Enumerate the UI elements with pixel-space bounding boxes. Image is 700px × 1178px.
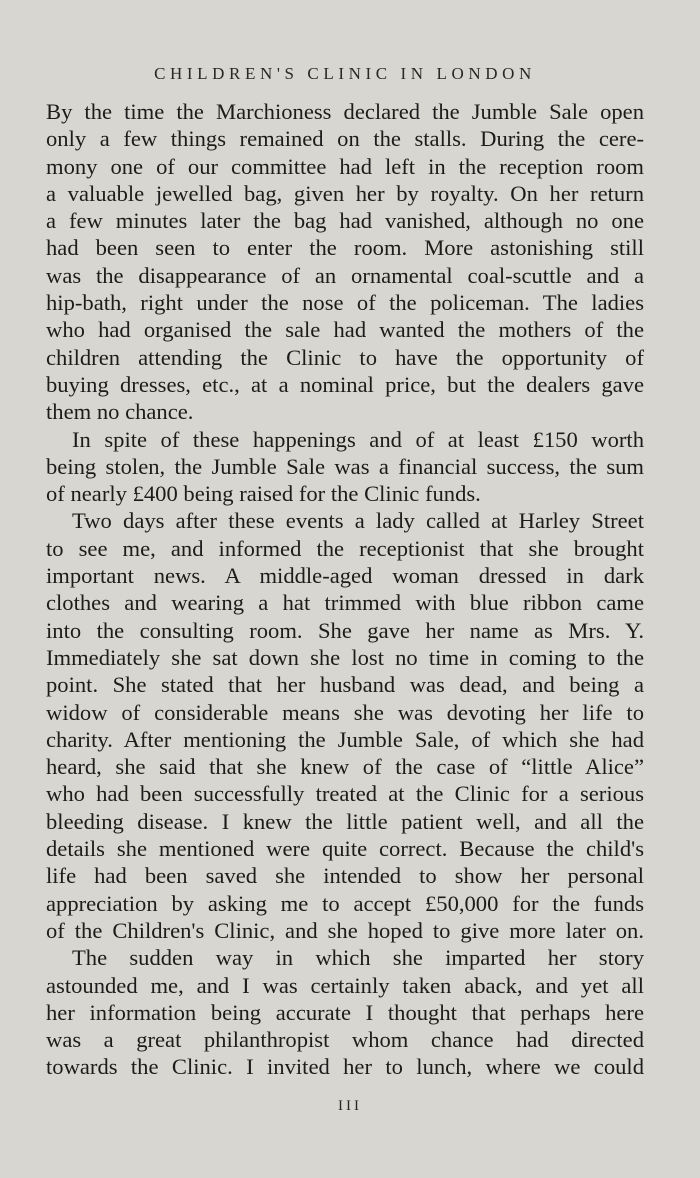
text-line: who had been successfully treated at the Clinic for a serious [46, 781, 644, 807]
text-line: only a few things remained on the stalls. During the cere- [46, 126, 644, 152]
text-line: Immediately she sat down she lost no time in coming to the [46, 644, 644, 670]
text-line: Two days after these events a lady called at Harley Street [72, 508, 644, 534]
text-line: of the Children's Clinic, and she hoped to give more later on. [46, 917, 644, 943]
text-line: was a great philanthropist whom chance had directed [46, 1027, 644, 1053]
text-line: astounded me, and I was certainly taken aback, and yet all [46, 972, 644, 998]
text-line: hip-bath, right under the nose of the policeman. The ladies [46, 290, 644, 316]
text-line: children attending the Clinic to have the opportunity of [46, 344, 644, 370]
text-line: mony one of our committee had left in the reception room [46, 153, 644, 179]
text-line: clothes and wearing a hat trimmed with blue ribbon came [46, 590, 644, 616]
text-line: widow of considerable means she was devoting her life to [46, 699, 644, 725]
text-line: to see me, and informed the receptionist that she brought [46, 535, 644, 561]
text-line: important news. A middle-aged woman dressed in dark [46, 563, 644, 589]
text-line: of nearly £400 being raised for the Clinic funds. [46, 481, 481, 507]
text-line: By the time the Marchioness declared the Jumble Sale open [46, 99, 644, 124]
text-line: charity. After mentioning the Jumble Sale, of which she had [46, 726, 644, 752]
text-line: In spite of these happenings and of at least £150 worth [72, 426, 644, 452]
text-line: buying dresses, etc., at a nominal price, but the dealers gave [46, 371, 644, 397]
text-line: had been seen to enter the room. More astonishing still [46, 235, 644, 261]
text-line: being stolen, the Jumble Sale was a financial success, the sum [46, 453, 644, 479]
page-number: III [338, 1098, 362, 1114]
text-line: was the disappearance of an ornamental coal-scuttle and a [46, 262, 644, 288]
text-line: heard, she said that she knew of the case of “little Alice” [46, 754, 644, 780]
text-line: a valuable jewelled bag, given her by royalty. On her return [46, 180, 644, 206]
body-text [46, 98, 644, 1081]
text-line: a few minutes later the bag had vanished, although no one [46, 208, 644, 234]
text-line: details she mentioned were quite correct. Because the child's [46, 836, 644, 862]
text-line: The sudden way in which she imparted her story [72, 945, 644, 971]
running-head: CHILDREN'S CLINIC IN LONDON [154, 64, 536, 83]
text-line: appreciation by asking me to accept £50,000 for the funds [46, 890, 644, 916]
text-line: life had been saved she intended to show her personal [46, 863, 644, 889]
text-line: who had organised the sale had wanted the mothers of the [46, 317, 644, 343]
text-line: bleeding disease. I knew the little patient well, and all the [46, 808, 644, 834]
text-line: towards the Clinic. I invited her to lunch, where we could [46, 1054, 644, 1080]
text-line: into the consulting room. She gave her name as Mrs. Y. [46, 617, 644, 643]
text-line: her information being accurate I thought that perhaps here [46, 999, 644, 1025]
text-line: point. She stated that her husband was dead, and being a [46, 672, 644, 698]
text-line: them no chance. [46, 399, 194, 425]
